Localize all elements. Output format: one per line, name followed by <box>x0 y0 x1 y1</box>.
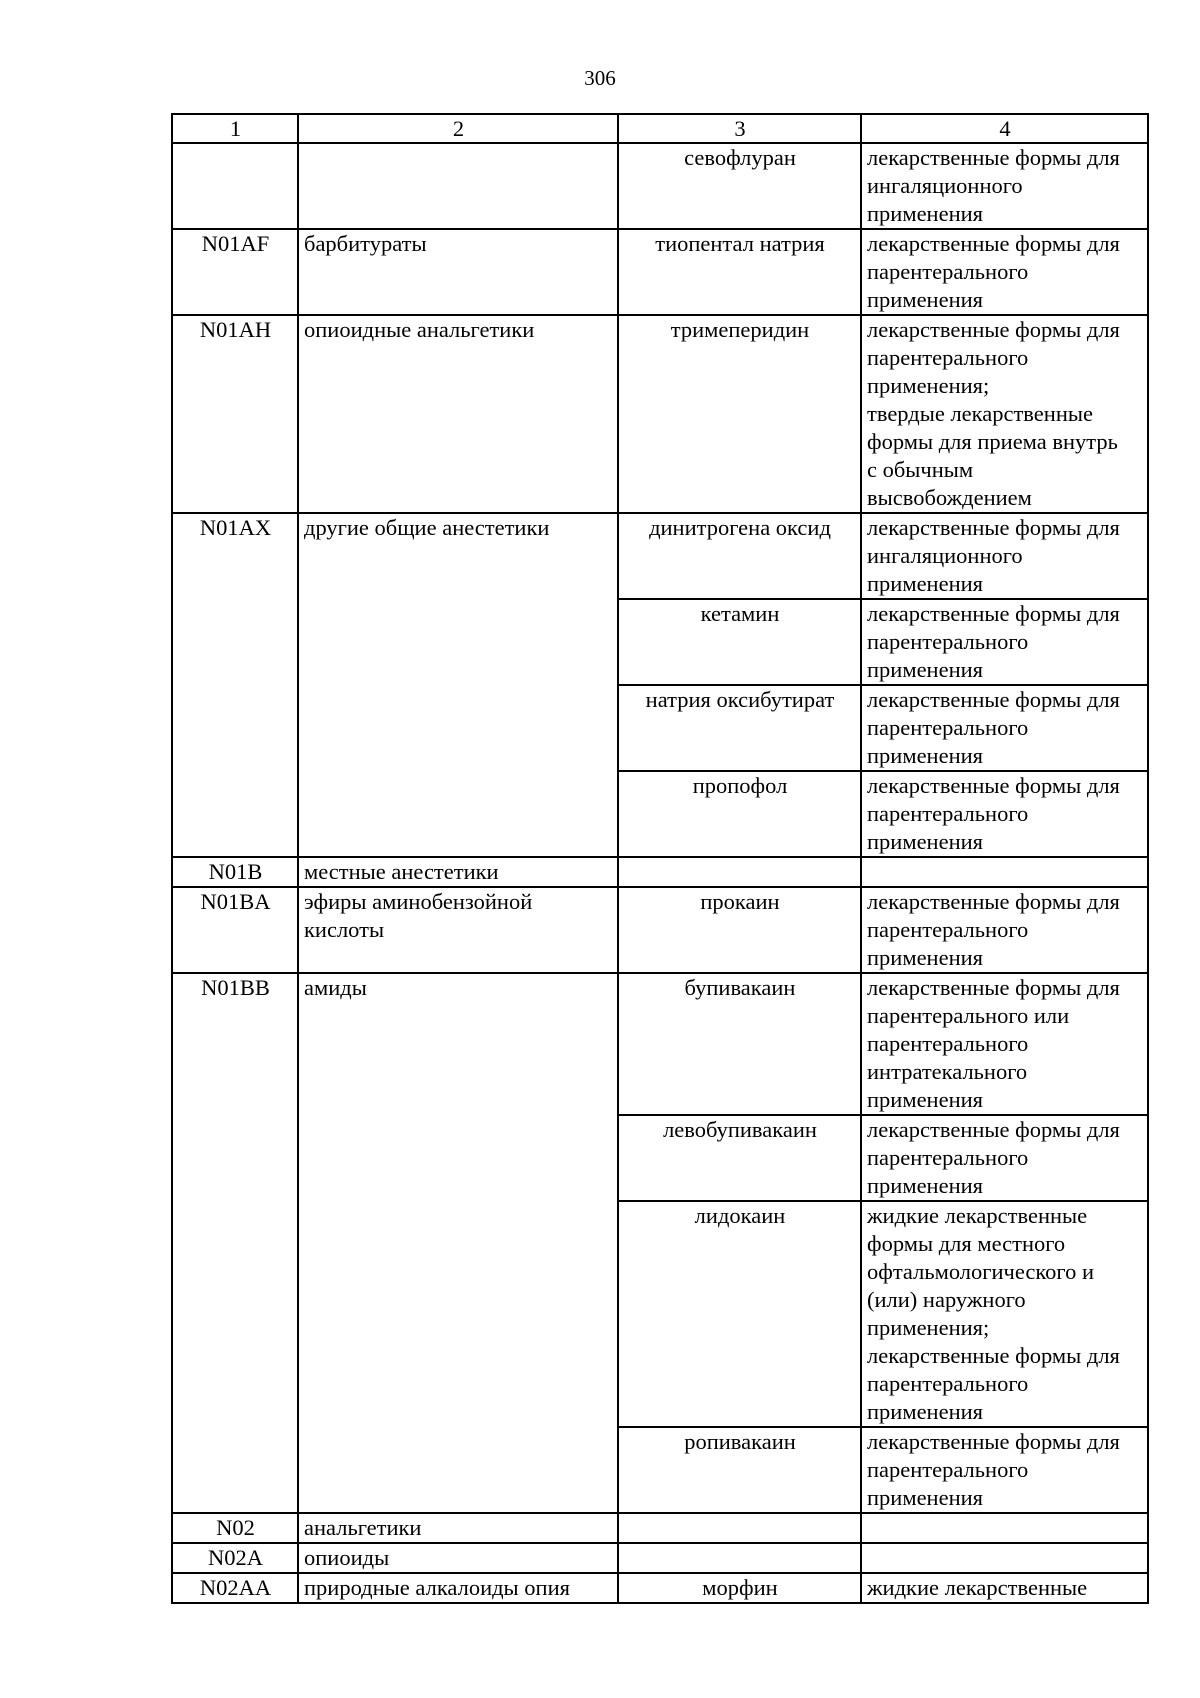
dosage-form-cell <box>861 229 1148 315</box>
drug-name-cell <box>618 1427 861 1513</box>
dosage-form-cell <box>861 1573 1148 1603</box>
text-line: кетамин <box>700 601 780 626</box>
group-name-cell <box>298 513 618 857</box>
dosage-form-cell <box>861 315 1148 513</box>
text-line: применения <box>867 1087 984 1112</box>
text-line: динитрогена оксид <box>649 515 831 540</box>
text-line: лекарственные формы для <box>867 975 1120 1000</box>
group-name-cell <box>298 315 618 513</box>
dosage-form-cell <box>861 599 1148 685</box>
text-line: опиоиды <box>304 1545 390 1570</box>
group-name-cell <box>298 1513 618 1543</box>
atc-code-cell: N02AA <box>172 1573 298 1603</box>
dosage-form-cell <box>861 685 1148 771</box>
drug-name-cell <box>618 599 861 685</box>
text-line: лекарственные формы для <box>867 145 1120 170</box>
group-name-cell <box>298 973 618 1513</box>
text-line: жидкие лекарственные <box>867 1203 1088 1228</box>
text-line: парентерального <box>867 345 1029 370</box>
drug-name-cell <box>618 143 861 229</box>
dosage-form-cell <box>861 887 1148 973</box>
dosage-form-cell <box>861 1115 1148 1201</box>
text-line: лекарственные формы для <box>867 773 1120 798</box>
text-line: применения <box>867 1399 984 1424</box>
text-line: офтальмологического и <box>867 1259 1095 1284</box>
table-row <box>172 857 1148 887</box>
text-line: применения <box>867 571 984 596</box>
text-line: лекарственные формы для <box>867 889 1120 914</box>
atc-code-cell: N01AX <box>172 513 298 857</box>
drug-name-cell <box>618 685 861 771</box>
atc-code-cell: N01BA <box>172 887 298 973</box>
table-row <box>172 229 1148 315</box>
header-col-4: 4 <box>861 114 1148 143</box>
drug-name-cell <box>618 771 861 857</box>
text-line: парентерального или <box>867 1003 1070 1028</box>
group-name-cell <box>298 143 618 229</box>
text-line: парентерального <box>867 629 1029 654</box>
drug-name-cell <box>618 229 861 315</box>
text-line: барбитураты <box>304 231 427 256</box>
dosage-form-cell <box>861 1513 1148 1543</box>
text-line: лекарственные формы для <box>867 687 1120 712</box>
text-line: натрия оксибутират <box>645 687 835 712</box>
text-line: опиоидные анальгетики <box>304 317 535 342</box>
atc-code-cell: N01AF <box>172 229 298 315</box>
header-col-1: 1 <box>172 114 298 143</box>
text-line: амиды <box>304 975 367 1000</box>
text-line: другие общие анестетики <box>304 515 550 540</box>
medication-table <box>171 113 1149 1604</box>
drug-name-cell <box>618 513 861 599</box>
text-line: лекарственные формы для <box>867 1117 1120 1142</box>
dosage-form-cell <box>861 513 1148 599</box>
text-line: пропофол <box>692 773 788 798</box>
drug-name-cell <box>618 1201 861 1427</box>
text-line: применения <box>867 743 984 768</box>
dosage-form-cell <box>861 973 1148 1115</box>
text-line: природные алкалоиды опия <box>304 1575 570 1600</box>
text-line: лекарственные формы для <box>867 1429 1120 1454</box>
drug-name-cell <box>618 315 861 513</box>
text-line: ингаляционного <box>867 543 1023 568</box>
atc-code-cell <box>172 143 298 229</box>
text-line: формы для приема внутрь <box>867 429 1118 454</box>
text-line: анальгетики <box>304 1515 422 1540</box>
drug-name-cell <box>618 1543 861 1573</box>
drug-name-cell <box>618 973 861 1115</box>
dosage-form-cell <box>861 143 1148 229</box>
table-row <box>172 973 1148 1115</box>
text-line: парентерального <box>867 715 1029 740</box>
table-header-row <box>172 114 1148 143</box>
text-line: высвобождением <box>867 485 1032 510</box>
dosage-form-cell <box>861 857 1148 887</box>
text-line: севофлуран <box>684 145 796 170</box>
text-line: применения; <box>867 373 990 398</box>
text-line: парентерального <box>867 1031 1029 1056</box>
text-line: кислоты <box>304 917 385 942</box>
drug-name-cell <box>618 857 861 887</box>
text-line: эфиры аминобензойной <box>304 889 533 914</box>
dosage-form-cell <box>861 771 1148 857</box>
text-line: жидкие лекарственные <box>867 1575 1088 1600</box>
text-line: применения <box>867 201 984 226</box>
text-line: местные анестетики <box>304 859 499 884</box>
dosage-form-cell <box>861 1427 1148 1513</box>
table-row <box>172 887 1148 973</box>
group-name-cell <box>298 857 618 887</box>
text-line: ропивакаин <box>684 1429 796 1454</box>
text-line: лидокаин <box>694 1203 786 1228</box>
text-line: тримеперидин <box>670 317 810 342</box>
text-line: левобупивакаин <box>663 1117 817 1142</box>
atc-code-cell: N02 <box>172 1513 298 1543</box>
text-line: применения; <box>867 1315 990 1340</box>
text-line: лекарственные формы для <box>867 231 1120 256</box>
text-line: применения <box>867 1485 984 1510</box>
text-line: лекарственные формы для <box>867 1343 1120 1368</box>
group-name-cell <box>298 229 618 315</box>
text-line: парентерального <box>867 1145 1029 1170</box>
text-line: парентерального <box>867 259 1029 284</box>
group-name-cell <box>298 887 618 973</box>
drug-name-cell <box>618 887 861 973</box>
text-line: применения <box>867 1173 984 1198</box>
text-line: тиопентал натрия <box>655 231 825 256</box>
table-row <box>172 315 1148 513</box>
text-line: лекарственные формы для <box>867 601 1120 626</box>
table-row <box>172 1513 1148 1543</box>
table-row <box>172 1573 1148 1603</box>
atc-code-cell: N01B <box>172 857 298 887</box>
text-line: применения <box>867 829 984 854</box>
page-number: 306 <box>584 66 616 90</box>
drug-name-cell <box>618 1115 861 1201</box>
text-line: (или) наружного <box>867 1287 1026 1312</box>
text-line: морфин <box>702 1575 778 1600</box>
text-line: бупивакаин <box>684 975 796 1000</box>
drug-name-cell <box>618 1513 861 1543</box>
text-line: ингаляционного <box>867 173 1023 198</box>
group-name-cell <box>298 1573 618 1603</box>
text-line: парентерального <box>867 917 1029 942</box>
table-row <box>172 513 1148 599</box>
group-name-cell <box>298 1543 618 1573</box>
header-col-3: 3 <box>618 114 861 143</box>
text-line: лекарственные формы для <box>867 515 1120 540</box>
dosage-form-cell <box>861 1201 1148 1427</box>
text-line: лекарственные формы для <box>867 317 1120 342</box>
text-line: парентерального <box>867 1371 1029 1396</box>
text-line: интратекального <box>867 1059 1028 1084</box>
atc-code-cell: N01AH <box>172 315 298 513</box>
text-line: с обычным <box>867 457 974 482</box>
text-line: применения <box>867 657 984 682</box>
text-line: применения <box>867 945 984 970</box>
text-line: парентерального <box>867 1457 1029 1482</box>
text-line: формы для местного <box>867 1231 1066 1256</box>
text-line: твердые лекарственные <box>867 401 1093 426</box>
text-line: прокаин <box>700 889 780 914</box>
atc-code-cell: N01BB <box>172 973 298 1513</box>
header-col-2: 2 <box>298 114 618 143</box>
table-row <box>172 1543 1148 1573</box>
dosage-form-cell <box>861 1543 1148 1573</box>
text-line: парентерального <box>867 801 1029 826</box>
text-line: применения <box>867 287 984 312</box>
table-row <box>172 143 1148 229</box>
drug-name-cell <box>618 1573 861 1603</box>
atc-code-cell: N02A <box>172 1543 298 1573</box>
